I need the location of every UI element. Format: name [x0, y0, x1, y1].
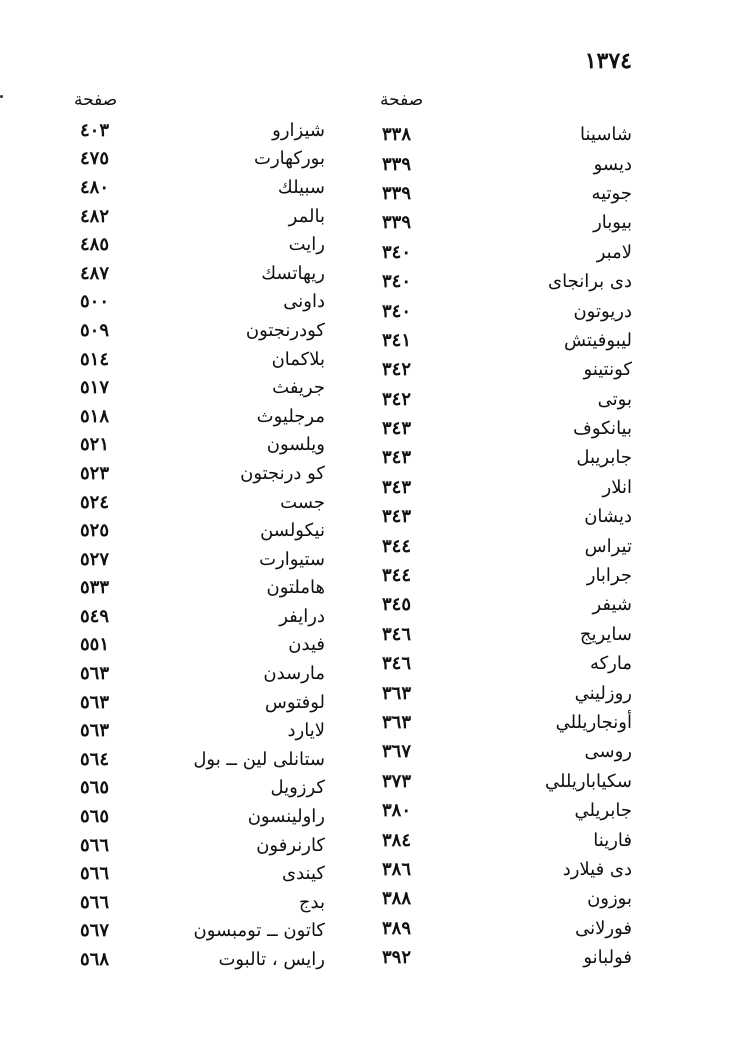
entry-name: جرابار — [586, 565, 632, 587]
entry-name: ديسو — [593, 153, 632, 175]
entry-name: مرجليوث — [256, 405, 325, 427]
index-entry — [80, 716, 325, 745]
page-number: ١٣٧٤ — [584, 48, 632, 74]
entry-name: تيراس — [584, 535, 632, 557]
index-entry — [382, 385, 632, 414]
entry-name: كودرنجتون — [245, 319, 325, 341]
index-entry — [382, 208, 632, 237]
index-entry — [80, 202, 325, 231]
entry-page-number: ٣٤٢ — [382, 359, 412, 381]
index-entry — [80, 945, 325, 974]
entry-page-number: ٣٤٤ — [382, 565, 412, 587]
index-entry — [80, 488, 325, 517]
entry-name: دى برانجاى — [548, 271, 632, 293]
index-entry — [382, 855, 632, 884]
entry-name: كيندى — [282, 863, 325, 885]
entry-page-number: ٥١٨ — [80, 405, 110, 427]
index-entry — [382, 238, 632, 267]
entry-name: داونى — [283, 291, 325, 313]
index-entry — [80, 602, 325, 631]
entry-name: سبيلك — [277, 176, 325, 198]
entry-page-number: ٥٣٣ — [80, 577, 110, 599]
entry-name: ويلسون — [266, 434, 325, 456]
entry-page-number: ٣٨٨ — [382, 888, 412, 910]
entry-page-number: ٣٧٣ — [382, 770, 412, 792]
entry-name: كو درنجتون — [240, 462, 325, 484]
entry-name: سكياباريللي — [544, 770, 632, 792]
entry-page-number: ٣٤٣ — [382, 506, 412, 528]
entry-page-number: ٥٦٥ — [80, 777, 110, 799]
index-entry — [80, 288, 325, 317]
index-entry — [382, 708, 632, 737]
index-entry — [80, 230, 325, 259]
entry-name: هاملتون — [266, 577, 325, 599]
entry-page-number: ٥١٧ — [80, 377, 110, 399]
entry-name: روسى — [584, 741, 632, 763]
entry-page-number: ٥١٤ — [80, 348, 110, 370]
entry-name: انلار — [602, 476, 632, 498]
index-entry — [382, 414, 632, 443]
entry-page-number: ٣٤١ — [382, 329, 412, 351]
entry-page-number: ٥٦٣ — [80, 663, 110, 685]
entry-page-number: ٣٣٨ — [382, 124, 412, 146]
entry-page-number: ٣٤٥ — [382, 594, 412, 616]
entry-name: بدج — [298, 891, 325, 913]
entry-name: رايت — [288, 234, 325, 256]
index-entry — [382, 796, 632, 825]
entry-page-number: ٥٦٣ — [80, 720, 110, 742]
entry-page-number: ٤٨٧ — [80, 262, 110, 284]
index-entry — [382, 943, 632, 972]
margin-dot — [0, 95, 3, 98]
index-entry — [382, 531, 632, 560]
index-entry — [80, 917, 325, 946]
index-entry — [382, 914, 632, 943]
entry-name: بالمر — [288, 205, 325, 227]
entry-page-number: ٣٨٩ — [382, 917, 412, 939]
index-entry — [80, 659, 325, 688]
entry-name: بلاكمان — [271, 348, 325, 370]
index-entry — [382, 737, 632, 766]
entry-page-number: ٤٧٥ — [80, 148, 110, 170]
entry-name: كارنرفون — [256, 834, 325, 856]
entry-page-number: ٥٦٦ — [80, 863, 110, 885]
index-entry — [382, 179, 632, 208]
index-entry — [80, 745, 325, 774]
index-entry — [80, 774, 325, 803]
entry-page-number: ٣٤٢ — [382, 388, 412, 410]
entry-name: بوركهارت — [254, 148, 325, 170]
entry-page-number: ٥٢٣ — [80, 462, 110, 484]
index-entry — [382, 326, 632, 355]
entry-name: جابريلي — [574, 800, 632, 822]
entry-page-number: ٥٢١ — [80, 434, 110, 456]
entry-name: كرزويل — [270, 777, 325, 799]
index-entry — [80, 316, 325, 345]
entry-name: جابريبل — [576, 447, 632, 469]
entry-page-number: ٣٣٩ — [382, 153, 412, 175]
index-entry — [382, 884, 632, 913]
entry-name: جريفث — [272, 377, 325, 399]
entry-name: مارسدن — [263, 663, 325, 685]
index-entry — [80, 688, 325, 717]
entry-name: ماركه — [589, 653, 632, 675]
entry-name: بيوبار — [593, 212, 632, 234]
entry-name: فيدن — [288, 634, 325, 656]
entry-name: ستيوارت — [259, 548, 325, 570]
entry-page-number: ٣٦٣ — [382, 682, 412, 704]
entry-name: لوفتوس — [264, 691, 325, 713]
index-entry — [382, 296, 632, 325]
entry-page-number: ٣٨٦ — [382, 858, 412, 880]
entry-page-number: ٥٦٤ — [80, 748, 110, 770]
index-entry — [80, 402, 325, 431]
entry-name: فورلانى — [575, 917, 632, 939]
entry-name: كاتون ــ تومبسون — [193, 920, 325, 942]
entry-page-number: ٣٤٦ — [382, 653, 412, 675]
index-entry — [80, 888, 325, 917]
index-entry — [382, 502, 632, 531]
entry-page-number: ٣٦٣ — [382, 712, 412, 733]
entry-page-number: ٣٤٠ — [382, 271, 412, 293]
index-entry — [382, 149, 632, 178]
index-entry — [80, 459, 325, 488]
index-entry — [382, 561, 632, 590]
entry-name: فارينا — [593, 829, 632, 851]
index-entry — [80, 145, 325, 174]
entry-page-number: ٥٦٦ — [80, 891, 110, 913]
entry-page-number: ٣٣٩ — [382, 182, 412, 204]
entry-name: جوتيه — [591, 182, 632, 204]
entry-name: شيفر — [592, 594, 632, 616]
entry-name: ديشان — [584, 506, 632, 528]
index-entry — [80, 345, 325, 374]
entry-name: بيانكوف — [573, 418, 632, 440]
entry-page-number: ٣٨٠ — [382, 800, 412, 822]
entry-page-number: ٥٦٣ — [80, 691, 110, 713]
entry-name: رايس ، تالبوت — [218, 949, 325, 971]
entry-page-number: ٥٦٥ — [80, 806, 110, 828]
entry-page-number: ٥٦٨ — [80, 949, 110, 971]
entry-page-number: ٥٦٧ — [80, 920, 110, 942]
entry-name: نيكولسن — [260, 520, 325, 542]
column-header-right: صفحة — [380, 90, 424, 110]
index-entry — [80, 859, 325, 888]
entry-name: ليبوفيتش — [563, 329, 632, 351]
entry-page-number: ٤٨٥ — [80, 234, 110, 256]
index-entry — [80, 802, 325, 831]
index-entry — [382, 473, 632, 502]
entry-page-number: ٤٠٣ — [80, 119, 110, 141]
index-entry — [80, 431, 325, 460]
index-entry — [382, 649, 632, 678]
column-header-left: صفحة — [74, 90, 118, 110]
entry-name: شيزارو — [272, 119, 325, 141]
index-entry — [80, 516, 325, 545]
entry-name: شاسينا — [580, 124, 632, 146]
index-entry — [382, 267, 632, 296]
entry-page-number: ٥٢٧ — [80, 548, 110, 570]
entry-page-number: ٥٢٥ — [80, 520, 110, 542]
index-entry — [80, 831, 325, 860]
entry-name: راولينسون — [247, 806, 325, 828]
entry-name: ريهاتسك — [261, 262, 325, 284]
entry-page-number: ٥٢٤ — [80, 491, 110, 513]
entry-name: دريوتون — [573, 300, 632, 322]
entry-page-number: ٣٤٦ — [382, 623, 412, 645]
entry-name: دى فيلارد — [562, 858, 632, 880]
entry-page-number: ٣٤٣ — [382, 447, 412, 469]
entry-name: ستانلى لين ــ بول — [193, 748, 325, 770]
index-entry — [80, 545, 325, 574]
entry-name: لامبر — [596, 241, 632, 263]
entry-page-number: ٣٤٤ — [382, 535, 412, 557]
entry-page-number: ٣٩٢ — [382, 947, 412, 969]
index-entry — [382, 590, 632, 619]
index-entry — [382, 825, 632, 854]
entry-page-number: ٥٦٦ — [80, 834, 110, 856]
index-column-left — [80, 116, 325, 974]
index-entry — [382, 355, 632, 384]
entry-name: جست — [280, 491, 325, 513]
entry-name: أونجاريللي — [555, 712, 632, 733]
entry-page-number: ٥٠٠ — [80, 291, 110, 313]
entry-name: بوتى — [597, 388, 632, 410]
entry-name: كونتينو — [583, 359, 632, 381]
entry-name: لايارد — [287, 720, 325, 742]
index-column-right — [382, 120, 632, 972]
entry-page-number: ٣٤٣ — [382, 476, 412, 498]
index-entry — [80, 631, 325, 660]
entry-page-number: ٥٥١ — [80, 634, 110, 656]
index-entry — [80, 574, 325, 603]
entry-name: فولبانو — [583, 947, 632, 969]
index-entry — [80, 116, 325, 145]
entry-page-number: ٣٤٣ — [382, 418, 412, 440]
index-entry — [80, 373, 325, 402]
entry-name: سايريج — [579, 623, 632, 645]
entry-page-number: ٣٨٤ — [382, 829, 412, 851]
entry-page-number: ٣٦٧ — [382, 741, 412, 763]
entry-page-number: ٣٣٩ — [382, 212, 412, 234]
index-entry — [382, 678, 632, 707]
entry-page-number: ٣٤٠ — [382, 300, 412, 322]
index-entry — [382, 120, 632, 149]
entry-page-number: ٥٤٩ — [80, 605, 110, 627]
index-entry — [382, 767, 632, 796]
index-entry — [382, 443, 632, 472]
entry-page-number: ٤٨٢ — [80, 205, 110, 227]
entry-name: درايفر — [279, 605, 325, 627]
index-entry — [382, 620, 632, 649]
index-entry — [80, 259, 325, 288]
entry-page-number: ٤٨٠ — [80, 176, 110, 198]
entry-page-number: ٣٤٠ — [382, 241, 412, 263]
index-entry — [80, 173, 325, 202]
entry-name: بوزون — [587, 888, 632, 910]
entry-name: روزليني — [574, 682, 632, 704]
entry-page-number: ٥٠٩ — [80, 319, 110, 341]
